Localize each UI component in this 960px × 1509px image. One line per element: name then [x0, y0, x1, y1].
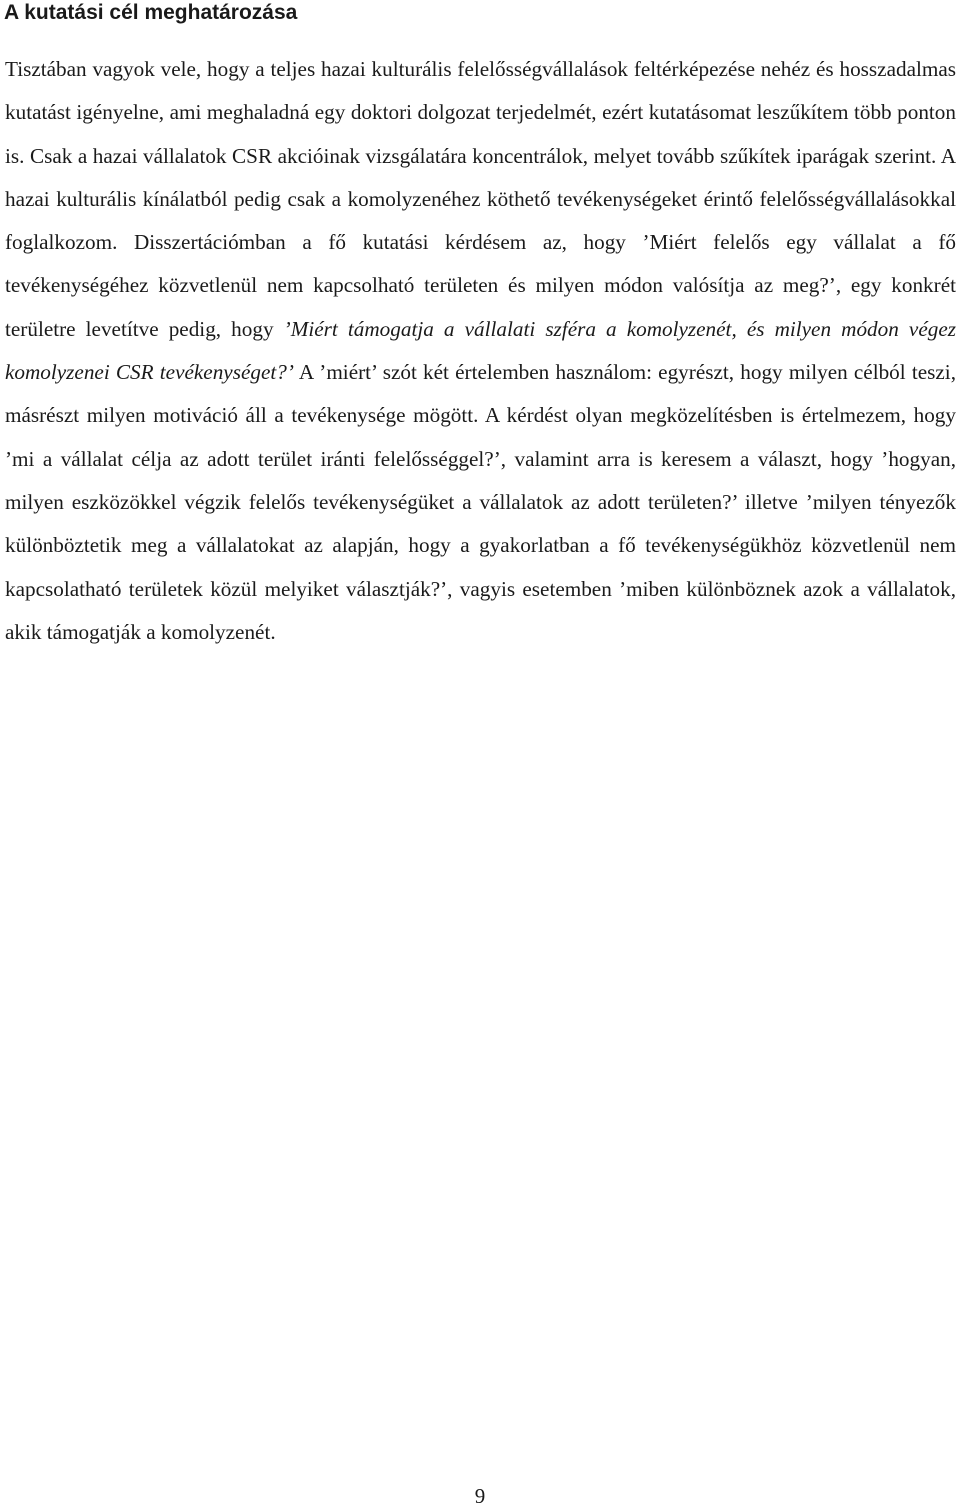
section-heading: A kutatási cél meghatározása: [4, 1, 298, 24]
body-paragraph: [5, 48, 956, 654]
research-question-italic: ’Miért támogatja a vállalati szféra a komolyzenét, és milyen módon végez komolyzenei CSR tevékenységet?’: [5, 316, 956, 385]
paragraph-text-part2: A ’miért’ szót két értelemben használom: egyrészt, hogy milyen célból teszi, másrészt milyen motiváció áll a tevékenysége mögött. A kérdést olyan megközelítésben is értelmezem, hogy ’mi a vállalat célja az adott terület iránti felelősséggel?’, valamint arra is keresem a választ, hogy ’hogyan, milyen eszközökkel végzik felelős tevékenységüket a vállalatok az adott területen?’ illetve ’milyen tényezők különböztetik meg a vállalatokat az alapján, hogy a gyakorlatban a fő tevékenységükhöz közvetlenül nem kapcsolatható területek közül melyiket választják?’, vagyis esetemben ’miben különböznek azok a vállalatok, akik támogatják a komolyzenét.: [5, 360, 956, 644]
paragraph-text-part1: Tisztában vagyok vele, hogy a teljes hazai kulturális felelősségvállalások feltérképezése nehéz és hosszadalmas kutatást igényelne, ami meghaladná egy doktori dolgozat terjedelmét, ezért kutatásomat leszűkítem több ponton is. Csak a hazai vállalatok CSR akcióinak vizsgálatára koncentrálok, melyet tovább szűkítek iparágak szerint. A hazai kulturális kínálatból pedig csak a komolyzenéhez köthető tevékenységeket érintő felelősségvállalásokkal foglalkozom. Disszertációmban a fő kutatási kérdésem az, hogy ’Miért felelős egy vállalat a fő tevékenységéhez közvetlenül nem kapcsolható területen és milyen módon valósítja az meg?’, egy konkrét területre levetítve pedig, hogy: [5, 57, 956, 341]
page-number: 9: [474, 1484, 486, 1508]
